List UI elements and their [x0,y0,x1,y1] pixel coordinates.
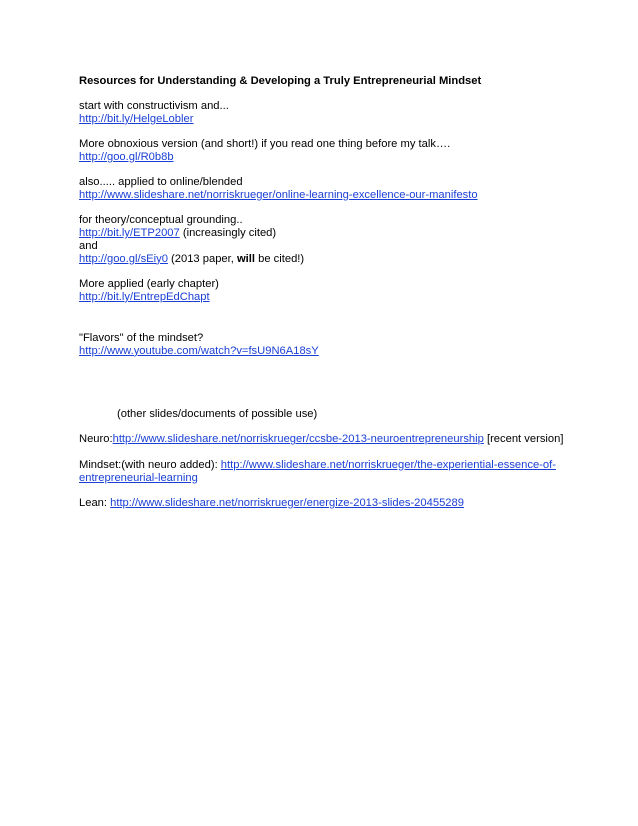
note-increasingly-cited: (increasingly cited) [179,227,277,240]
section-theory [79,214,598,265]
neuro-suffix: [recent version] [483,433,564,446]
link-seiy0[interactable]: http://goo.gl/sEiy0 [79,252,168,265]
and-text: and [79,239,98,252]
page-title: Resources for Understanding & Developing a Truly Entrepreneurial Mindset [79,75,482,87]
section-mindset [79,459,598,485]
lean-label: Lean: [79,496,111,509]
section-text: start with constructivism and... [79,100,229,112]
link-youtube[interactable]: http://www.youtube.com/watch?v=fsU9N6A18sY [79,344,319,357]
section-neuro [79,433,598,446]
note-2013-paper: (2013 paper, [167,252,237,265]
section-text: "Flavors" of the mindset? [79,332,204,345]
link-entrepedchapt[interactable]: http://bit.ly/EntrepEdChapt [79,290,210,303]
note-will-bold: will [236,252,256,265]
other-heading: (other slides/documents of possible use) [117,408,318,421]
link-neuro[interactable]: http://www.slideshare.net/norriskrueger/ccsbe-2013-neuroentrepreneurship [112,433,484,446]
section-flavors [79,332,598,358]
section-other [79,408,598,421]
link-online-manifesto[interactable]: http://www.slideshare.net/norriskrueger/online-learning-excellence-our-manifesto [79,188,478,201]
section-applied [79,278,598,304]
section-text: also..... applied to online/blended [79,176,243,189]
section-text: for theory/conceptual grounding.. [79,214,243,227]
note-be-cited: be cited!) [255,252,305,265]
link-mindset[interactable]: http://www.slideshare.net/norriskrueger/the-experiential-essence-of-entrepreneurial-learning [79,458,556,484]
section-constructivism [79,100,598,126]
link-etp2007[interactable]: http://bit.ly/ETP2007 [79,227,180,240]
link-r0b8b[interactable]: http://goo.gl/R0b8b [79,150,174,163]
section-lean [79,497,598,510]
neuro-label: Neuro: [79,433,113,446]
section-online [79,176,598,202]
section-text: More obnoxious version (and short!) if you read one thing before my talk…. [79,138,451,151]
section-obnoxious [79,138,598,164]
section-text: More applied (early chapter) [79,277,219,290]
mindset-label: Mindset:(with neuro added): [79,458,221,471]
link-helgelobler[interactable]: http://bit.ly/HelgeLobler [79,112,194,125]
link-lean[interactable]: http://www.slideshare.net/norriskrueger/energize-2013-slides-20455289 [110,496,464,509]
